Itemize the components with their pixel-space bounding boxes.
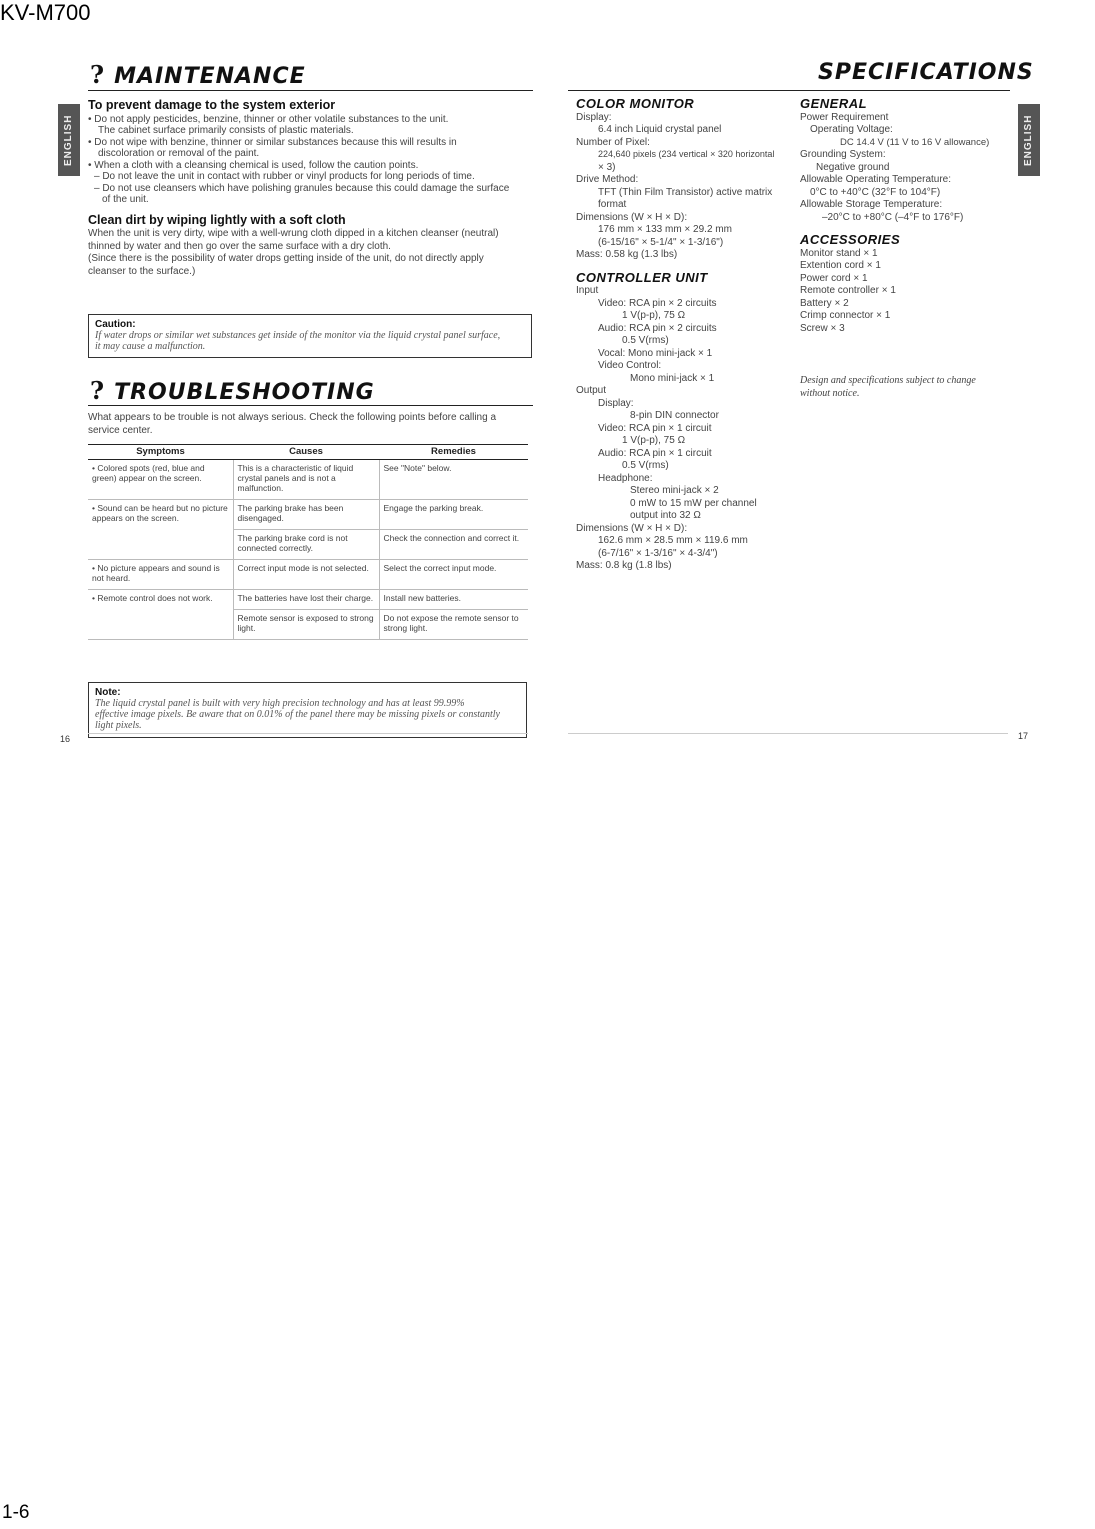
accessory-item: Extention cord × 1 (800, 260, 881, 271)
header-remedies: Remedies (379, 445, 528, 460)
controller-unit-heading: CONTROLLER UNIT (576, 269, 708, 285)
note-text-cont: effective image pixels. Be aware that on 0.01% of the panel there may be missing pixels or constantly (95, 709, 500, 720)
cause-cell: The batteries have lost their charge. (233, 590, 379, 610)
symptom-cell: • Colored spots (red, blue and green) appear on the screen. (88, 460, 233, 500)
maintenance-dash: – Do not use cleansers which have polishing granules because this could damage the surface (94, 182, 510, 194)
cause-cell: The parking brake cord is not connected correctly. (233, 530, 379, 560)
spec-line: Output (576, 385, 607, 396)
specifications-rule (568, 90, 1010, 91)
spec-line: Display: (598, 397, 634, 409)
spec-line: Operating Voltage: (810, 124, 893, 135)
maintenance-bullet: • Do not wipe with benzine, thinner or similar substances because this will results in (88, 136, 457, 148)
spec-line: DC 14.4 V (11 V to 16 V allowance) (840, 136, 990, 148)
maintenance-rule (88, 90, 533, 91)
symptom-cell (88, 610, 233, 640)
remedy-cell: Check the connection and correct it. (379, 530, 528, 560)
spec-line: Display: (576, 111, 612, 123)
caution-box (88, 314, 532, 358)
maintenance-bullet-cont: The cabinet surface primarily consists of plastic materials. (98, 125, 354, 136)
specifications-title: SPECIFICATIONS (818, 60, 1034, 85)
troubleshooting-intro-line: service center. (88, 424, 153, 436)
language-tab-left: ENGLISH (58, 104, 80, 176)
spec-line: –20°C to +80°C (–4°F to 176°F) (822, 211, 964, 223)
maintenance-subheading-exterior: To prevent damage to the system exterior (88, 98, 336, 112)
troubleshooting-title: TROUBLESHOOTING (114, 380, 375, 405)
maintenance-subheading-clean: Clean dirt by wiping lightly with a soft cloth (88, 212, 346, 227)
remedy-cell: Select the correct input mode. (379, 560, 528, 590)
spec-line: 176 mm × 133 mm × 29.2 mm (598, 224, 732, 235)
spec-line: TFT (Thin Film Transistor) active matrix (598, 186, 773, 198)
page-code: 1-6 (2, 1502, 30, 1523)
page-number-right: 17 (1018, 731, 1029, 741)
troubleshooting-intro (88, 412, 538, 437)
general-heading: GENERAL (800, 96, 868, 111)
table-row (88, 610, 528, 640)
spec-line: Audio: RCA pin × 2 circuits (598, 322, 717, 334)
bottom-rule-right (568, 733, 1008, 734)
maintenance-dash: – Do not leave the unit in contact with rubber or vinyl products for long periods of time. (94, 171, 475, 182)
model-number: KV-M700 (0, 0, 91, 25)
maintenance-para: When the unit is very dirty, wipe with a well-wrung cloth dipped in a kitchen cleanser (neutral) (88, 228, 499, 239)
spec-line: 162.6 mm × 28.5 mm × 119.6 mm (598, 535, 748, 546)
cause-cell: The parking brake has been disengaged. (233, 500, 379, 530)
table-row (88, 500, 528, 530)
remedy-cell: See "Note" below. (379, 460, 528, 500)
maintenance-body (88, 100, 538, 278)
spec-line: × 3) (598, 161, 616, 173)
table-row (88, 590, 528, 610)
accessory-item: Screw × 3 (800, 322, 845, 334)
troubleshooting-rule (88, 405, 533, 406)
symptom-cell: • Sound can be heard but no picture appears on the screen. (92, 503, 228, 523)
spec-line: format (598, 199, 627, 210)
spec-line: (6-7/16" × 1-3/16" × 4-3/4") (598, 547, 718, 559)
remedy-cell: Install new batteries. (379, 590, 528, 610)
accessory-item: Power cord × 1 (800, 272, 868, 284)
spec-line: Vocal: Mono mini-jack × 1 (598, 347, 713, 359)
spec-line: Grounding System: (800, 149, 886, 160)
maintenance-bullet: • Do not apply pesticides, benzine, thinner or other volatile substances to the unit. (88, 113, 449, 125)
cause-cell: This is a characteristic of liquid crystal panels and is not a malfunction. (233, 460, 379, 500)
maintenance-heading (90, 60, 306, 89)
accessories-heading: ACCESSORIES (800, 232, 901, 247)
note-label: Note: (95, 687, 121, 698)
accessory-item: Crimp connector × 1 (800, 310, 891, 321)
bottom-rule-left (88, 733, 528, 734)
spec-line: 1 V(p-p), 75 Ω (622, 435, 686, 446)
spec-line: Mass: 0.8 kg (1.8 lbs) (576, 560, 672, 571)
spec-line: Stereo mini-jack × 2 (630, 485, 719, 496)
troubleshooting-heading (90, 376, 375, 405)
caution-text: If water drops or similar wet substances get inside of the monitor via the liquid crystal panel surface, (95, 330, 501, 341)
accessory-item: Remote controller × 1 (800, 285, 896, 296)
maintenance-dash-cont: of the unit. (102, 194, 149, 205)
disclaimer: Design and specifications subject to change (800, 375, 976, 386)
spec-line: Power Requirement (800, 111, 889, 123)
spec-line: 6.4 inch Liquid crystal panel (598, 124, 722, 135)
spec-line: Mono mini-jack × 1 (630, 372, 715, 384)
spec-line: 1 V(p-p), 75 Ω (622, 310, 686, 321)
spec-line: Allowable Operating Temperature: (800, 174, 952, 185)
spec-line: Dimensions (W × H × D): (576, 522, 688, 534)
maintenance-bullet-cont: discoloration or removal of the paint. (98, 148, 260, 159)
table-row (88, 530, 528, 560)
troubleshooting-table (88, 444, 528, 640)
troubleshooting-intro-line: What appears to be trouble is not always serious. Check the following points before calling a (88, 412, 497, 423)
spec-line: Allowable Storage Temperature: (800, 199, 943, 210)
symptom-cell: • No picture appears and sound is not heard. (88, 560, 233, 590)
spec-left-column (576, 98, 791, 573)
cause-cell: Correct input mode is not selected. (233, 560, 379, 590)
spec-line: Negative ground (816, 161, 890, 173)
maintenance-para: (Since there is the possibility of water drops getting inside of the unit, do not directly apply (88, 253, 484, 264)
color-monitor-heading: COLOR MONITOR (576, 96, 695, 111)
spec-line: Number of Pixel: (576, 136, 650, 148)
table-row (88, 460, 528, 500)
spec-line: Video Control: (598, 360, 662, 371)
header-causes: Causes (233, 445, 379, 460)
spec-line: 0.5 V(rms) (622, 335, 669, 346)
caution-label: Caution: (95, 319, 136, 330)
spec-line: Video: RCA pin × 2 circuits (598, 297, 717, 309)
troubleshooting-table-wrap (88, 444, 528, 640)
caution-text-cont: it may cause a malfunction. (95, 341, 206, 352)
note-text-cont: light pixels. (95, 720, 142, 731)
spec-line: Dimensions (W × H × D): (576, 211, 688, 223)
spec-line: 0 mW to 15 mW per channel (630, 497, 757, 509)
symptom-cell: • Remote control does not work. (92, 593, 213, 603)
spec-line: (6-15/16" × 5-1/4" × 1-3/16") (598, 236, 724, 248)
language-tab-right: ENGLISH (1018, 104, 1040, 176)
spec-right-column (800, 98, 1015, 400)
spec-line: Video: RCA pin × 1 circuit (598, 422, 712, 434)
spec-line: 0.5 V(rms) (622, 460, 669, 471)
spec-line: Drive Method: (576, 174, 639, 185)
remedy-cell: Engage the parking break. (379, 500, 528, 530)
header-symptoms: Symptoms (88, 445, 233, 460)
maintenance-title: MAINTENANCE (114, 64, 306, 89)
accessory-item: Monitor stand × 1 (800, 247, 878, 259)
table-row (88, 560, 528, 590)
maintenance-bullet: • When a cloth with a cleansing chemical is used, follow the caution points. (88, 159, 419, 171)
spec-line: Headphone: (598, 472, 653, 484)
spec-line: 8-pin DIN connector (630, 410, 719, 421)
accessory-item: Battery × 2 (800, 297, 849, 309)
question-icon: ? (90, 60, 105, 89)
symptom-cell (88, 530, 233, 560)
disclaimer-cont: without notice. (800, 387, 860, 399)
spec-line: 224,640 pixels (234 vertical × 320 horizontal (598, 149, 775, 159)
page-number-left: 16 (60, 734, 71, 744)
note-text: The liquid crystal panel is built with very high precision technology and has at least 99.99% (95, 698, 465, 709)
spec-line: Audio: RCA pin × 1 circuit (598, 447, 712, 459)
cause-cell: Remote sensor is exposed to strong light. (233, 610, 379, 640)
spec-line: output into 32 Ω (630, 510, 701, 521)
spec-line: Mass: 0.58 kg (1.3 lbs) (576, 249, 678, 260)
maintenance-para: cleanser to the surface.) (88, 265, 196, 277)
note-box (88, 682, 527, 738)
maintenance-para: thinned by water and then go over the same surface with a dry cloth. (88, 240, 391, 252)
remedy-cell: Do not expose the remote sensor to strong light. (379, 610, 528, 640)
spec-line: 0°C to +40°C (32°F to 104°F) (810, 186, 941, 198)
spec-line: Input (576, 285, 599, 296)
question-icon: ? (90, 376, 105, 405)
